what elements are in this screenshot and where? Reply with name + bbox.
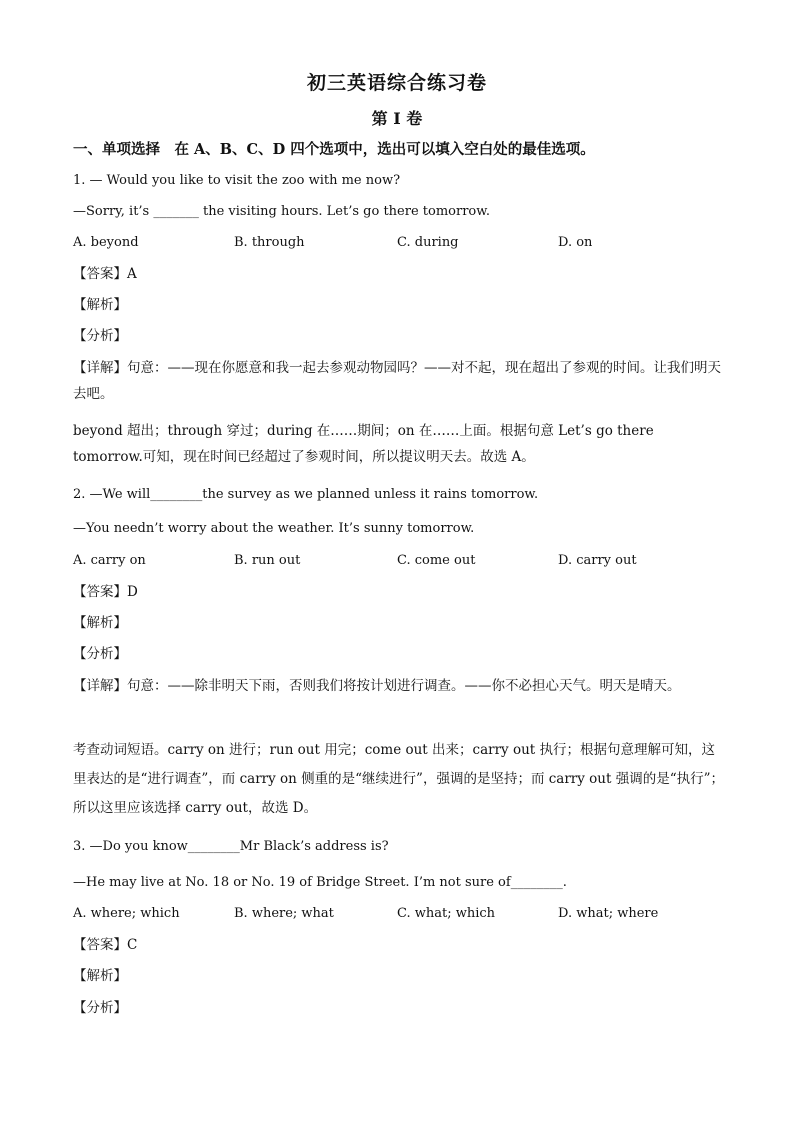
question-2-option-a: A. carry on (73, 553, 146, 568)
question-1-jiexi: 【解析】 (73, 297, 127, 313)
question-1-option-d: D. on (558, 235, 593, 250)
volume-heading: 第 I 卷 (371, 109, 423, 128)
question-3-option-a: A. where; which (73, 906, 180, 921)
question-3-option-c: C. what; which (397, 906, 496, 921)
question-2-fenxi: 【分析】 (73, 646, 127, 662)
section-heading: 一、单项选择 在 A、B、C、D 四个选项中，选出可以填入空白处的最佳选项。 (73, 141, 595, 158)
question-1-option-a: A. beyond (73, 235, 139, 250)
question-2-reply: —You needn’t worry about the weather. It’s sunny tomorrow. (73, 521, 475, 536)
page-title: 初三英语综合练习卷 (306, 72, 487, 94)
question-3-option-b: B. where; what (234, 906, 334, 921)
question-2-detail: 【详解】句意：——除非明天下雨，否则我们将按计划进行调查。——你不必担心天气。明天是晴天。 (73, 678, 681, 694)
question-1-reply: —Sorry, it’s _______ the visiting hours. Let’s go there tomorrow. (73, 204, 490, 219)
question-2-option-c: C. come out (397, 553, 476, 568)
question-3-jiexi: 【解析】 (73, 968, 127, 984)
question-3-answer: 【答案】C (73, 937, 138, 953)
question-1-option-b: B. through (234, 235, 305, 250)
question-2-answer: 【答案】D (73, 584, 138, 600)
question-1-detail: 【详解】句意：——现在你愿意和我一起去参观动物园吗？——对不起，现在超出了参观的时间。让我们明天去吧。 (73, 360, 721, 402)
question-1-stem: 1. — Would you like to visit the zoo with me now? (73, 173, 401, 188)
question-3-option-d: D. what; where (558, 906, 659, 921)
question-2-jiexi: 【解析】 (73, 615, 127, 631)
question-1-explanation: beyond 超出；through 穿过；during 在……期间；on 在……上面。根据句意 Let’s go there tomorrow.可知，现在时间已经超过了参观时间，所以提议明天去。故选 A。 (73, 423, 654, 465)
question-1-option-c: C. during (397, 235, 459, 250)
question-3-fenxi: 【分析】 (73, 1000, 127, 1016)
question-3-reply: —He may live at No. 18 or No. 19 of Bridge Street. I’m not sure of________. (73, 875, 567, 890)
question-2-option-b: B. run out (234, 553, 301, 568)
question-1-answer: 【答案】A (73, 266, 137, 282)
question-3-stem: 3. —Do you know________Mr Black’s address is? (73, 839, 389, 854)
question-1-fenxi: 【分析】 (73, 328, 127, 344)
question-2-option-d: D. carry out (558, 553, 637, 568)
question-2-explanation: 考查动词短语。carry on 进行；run out 用完；come out 出来；carry out 执行；根据句意理解可知，这里表达的是“进行调查”，而 carry on 侧重的是“继续进行”，强调的是坚持；而 carry out 强调的是“执行”；所以这里应该选择 carry out，故选 D。 (73, 742, 725, 816)
question-2-stem: 2. —We will________the survey as we planned unless it rains tomorrow. (73, 487, 539, 502)
